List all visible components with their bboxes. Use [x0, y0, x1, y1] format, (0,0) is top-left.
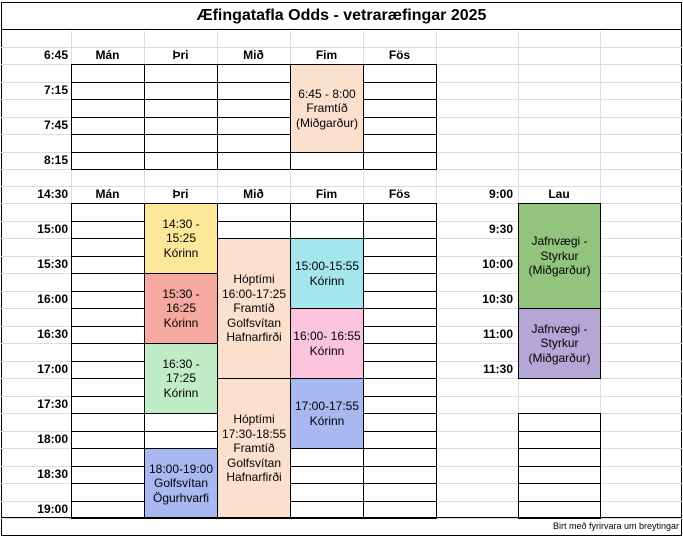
empty-slot[interactable] [217, 134, 291, 153]
day-header-fim: Fim [315, 48, 338, 62]
empty-slot[interactable] [363, 466, 437, 485]
time-label: 17:30 [37, 397, 68, 411]
empty-slot[interactable] [71, 134, 145, 153]
empty-slot[interactable] [217, 82, 291, 101]
empty-slot[interactable] [71, 343, 145, 362]
empty-slot[interactable] [71, 203, 145, 222]
empty-slot[interactable] [518, 431, 601, 450]
empty-slot[interactable] [71, 378, 145, 397]
session-block[interactable]: 15:00-15:55 Kórinn [290, 238, 364, 309]
empty-slot[interactable] [217, 203, 291, 222]
empty-slot[interactable] [71, 466, 145, 485]
empty-slot[interactable] [217, 99, 291, 118]
empty-slot[interactable] [363, 431, 437, 450]
session-block[interactable]: Hóptími 16:00-17:25 Framtíð Golfsvítan Hafnarfirði [217, 238, 291, 379]
empty-slot[interactable] [518, 483, 601, 502]
empty-slot[interactable] [518, 448, 601, 467]
empty-slot[interactable] [71, 431, 145, 450]
empty-slot[interactable] [71, 82, 145, 101]
empty-slot[interactable] [71, 117, 145, 136]
empty-slot[interactable] [363, 483, 437, 502]
empty-slot[interactable] [71, 152, 145, 171]
empty-slot[interactable] [363, 413, 437, 432]
empty-slot[interactable] [217, 117, 291, 136]
empty-slot[interactable] [71, 221, 145, 240]
time-label: 16:30 [37, 327, 68, 341]
time-label: 9:00 [488, 187, 513, 201]
empty-slot[interactable] [144, 117, 218, 136]
session-block[interactable]: Jafnvægi - Styrkur (Miðgarður) [518, 203, 601, 309]
session-block[interactable]: 16:30 - 17:25 Kórinn [144, 343, 218, 414]
empty-slot[interactable] [363, 134, 437, 153]
empty-slot[interactable] [363, 99, 437, 118]
empty-slot[interactable] [217, 221, 291, 240]
session-block[interactable]: 6:45 - 8:00 Framtíð (Miðgarður) [290, 64, 364, 153]
empty-slot[interactable] [144, 413, 218, 432]
empty-slot[interactable] [71, 64, 145, 83]
session-block[interactable]: 14:30 - 15:25 Kórinn [144, 203, 218, 274]
time-label: 7:15 [43, 83, 68, 97]
empty-slot[interactable] [290, 221, 364, 240]
empty-slot[interactable] [363, 256, 437, 275]
day-header-mið: Mið [243, 48, 264, 62]
session-block[interactable]: 17:00-17:55 Kórinn [290, 378, 364, 449]
empty-slot[interactable] [144, 431, 218, 450]
day-header-fös: Fös [388, 187, 411, 201]
time-label: 8:15 [43, 153, 68, 167]
empty-slot[interactable] [71, 361, 145, 380]
empty-slot[interactable] [363, 326, 437, 345]
time-label: 10:00 [482, 257, 513, 271]
empty-slot[interactable] [363, 343, 437, 362]
time-label: 14:30 [37, 187, 68, 201]
empty-slot[interactable] [71, 396, 145, 415]
empty-slot[interactable] [518, 466, 601, 485]
session-block[interactable]: Hóptími 17:30-18:55 Framtíð Golfsvítan Hafnarfirði [217, 378, 291, 519]
day-header-lau: Lau [548, 187, 570, 201]
empty-slot[interactable] [144, 64, 218, 83]
session-block[interactable]: Jafnvægi - Styrkur (Miðgarður) [518, 308, 601, 379]
empty-slot[interactable] [144, 152, 218, 171]
empty-slot[interactable] [290, 448, 364, 467]
empty-slot[interactable] [363, 273, 437, 292]
time-label: 7:45 [43, 118, 68, 132]
day-header-mán: Mán [95, 187, 120, 201]
time-label: 18:30 [37, 467, 68, 481]
empty-slot[interactable] [363, 221, 437, 240]
empty-slot[interactable] [144, 99, 218, 118]
empty-slot[interactable] [144, 82, 218, 101]
day-header-þri: Þri [172, 187, 189, 201]
time-label: 11:00 [482, 327, 513, 341]
time-label: 15:00 [37, 222, 68, 236]
empty-slot[interactable] [363, 448, 437, 467]
day-header-þri: Þri [172, 48, 189, 62]
empty-slot[interactable] [71, 413, 145, 432]
empty-slot[interactable] [363, 308, 437, 327]
empty-slot[interactable] [363, 361, 437, 380]
empty-slot[interactable] [290, 203, 364, 222]
day-header-fös: Fös [388, 48, 411, 62]
empty-slot[interactable] [217, 64, 291, 83]
empty-slot[interactable] [71, 291, 145, 310]
empty-slot[interactable] [71, 238, 145, 257]
empty-slot[interactable] [363, 152, 437, 171]
day-header-fim: Fim [315, 187, 338, 201]
time-label: 19:00 [37, 502, 68, 516]
day-header-mán: Mán [95, 48, 120, 62]
empty-slot[interactable] [144, 134, 218, 153]
empty-slot[interactable] [363, 203, 437, 222]
time-label: 16:00 [37, 292, 68, 306]
empty-slot[interactable] [290, 483, 364, 502]
time-label: 15:30 [37, 257, 68, 271]
time-label: 6:45 [43, 48, 68, 62]
time-label: 18:00 [37, 432, 68, 446]
empty-slot[interactable] [363, 82, 437, 101]
empty-slot[interactable] [363, 396, 437, 415]
session-block[interactable]: 15:30 - 16:25 Kórinn [144, 273, 218, 344]
empty-slot[interactable] [363, 64, 437, 83]
empty-slot[interactable] [363, 378, 437, 397]
time-label: 11:30 [482, 362, 513, 376]
empty-slot[interactable] [71, 308, 145, 327]
day-header-mið: Mið [243, 187, 264, 201]
empty-slot[interactable] [363, 117, 437, 136]
empty-slot[interactable] [71, 273, 145, 292]
footer-divider [1, 517, 682, 518]
empty-slot[interactable] [71, 448, 145, 467]
empty-slot[interactable] [363, 238, 437, 257]
empty-slot[interactable] [363, 291, 437, 310]
page-title: Æfingatafla Odds - vetraræfingar 2025 [1, 2, 682, 30]
empty-slot[interactable] [217, 152, 291, 171]
session-block[interactable]: 16:00- 16:55 Kórinn [290, 308, 364, 379]
session-block[interactable]: 18:00-19:00 Golfsvítan Ögurhvarfi [144, 448, 218, 519]
time-label: 9:30 [488, 222, 513, 236]
empty-slot[interactable] [71, 483, 145, 502]
empty-slot[interactable] [71, 256, 145, 275]
time-label: 10:30 [482, 292, 513, 306]
empty-slot[interactable] [290, 152, 364, 171]
time-label: 17:00 [37, 362, 68, 376]
empty-slot[interactable] [518, 413, 601, 432]
empty-slot[interactable] [290, 466, 364, 485]
empty-slot[interactable] [71, 99, 145, 118]
empty-slot[interactable] [71, 326, 145, 345]
footer-note: Birt með fyrirvara um breytingar [552, 521, 679, 531]
